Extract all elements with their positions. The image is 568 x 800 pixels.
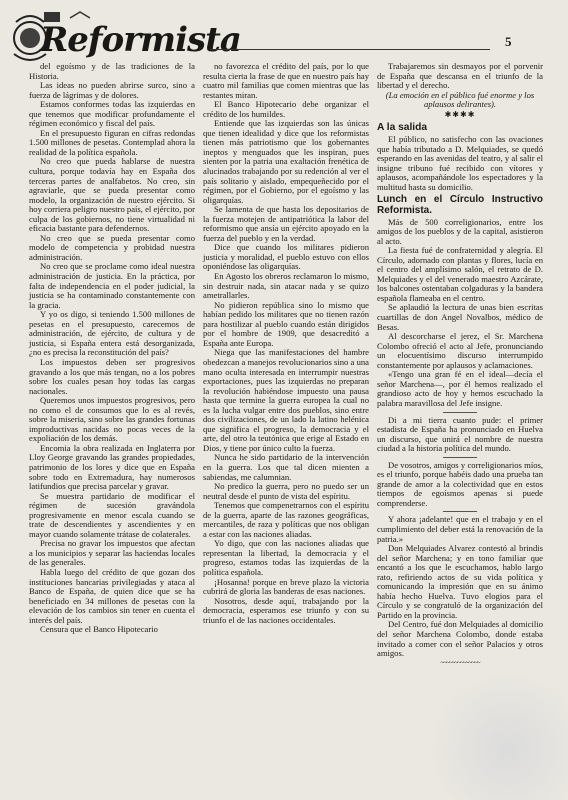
section-salida [377,135,543,192]
paragraph: no favorezca el crédito del país, por lo que resulta cierta la frase de que en nuestro país hay cuatro mil familias que comen mientras que las restantes miran. [203,61,369,100]
paragraph: No pidieron república sino lo mismo que habían pedido los militares que no tienen razón para hostilizar al pueblo cuando están dirigidos por el hombre de 1909, que desacreditó a España ante Europa. [203,299,369,348]
column-2 [203,62,369,625]
paragraph: Tenemos que compenetrarnos con el espíritu de la guerra, aparte de las razones geográficas, mercantiles, de raza y políticas que nos obligan a estar con las naciones aliadas. [203,500,369,539]
paragraph: Se muestra partidario de modificar el régimen de sucesión gravándola progresivamente en menor escala cuando se trate de descendientes y ascendientes y en mayor cuando solamente trátase de colaterales. [29,490,195,539]
paragraph: Habla luego del crédito de que gozan dos instituciones bancarias privilegiadas y ataca al Banco de España, de quien dice que se ha beneficiado en 34 millones de pesetas con la elevación de los cambios sin tener en cuenta el interés del país. [29,566,195,625]
column-1 [29,62,195,635]
paragraph: Trabajaremos sin desmayos por el porvenir de España que descansa en el triunfo de la libertad y el derecho. [377,61,543,91]
paragraph: No predico la guerra, pero no puedo ser un neutral desde el punto de vista del espíritu. [203,481,369,501]
paragraph: Don Melquiades Alvarez contestó al brindis del señor Marchena; y en tono familiar que encantó a los que le escuchamos, hablo largo rato, refiriendo actos de su vida política y comunicando la impresión que en su ánimo había hecho Huelva. Tuvo elogios para el Círculo y se congratuló de la organización del Partido en la provincia. [377,543,543,620]
paragraph: Di a mi tierra cuanto pude: el primer estadista de España ha pronunciado en Huelva un discurso, que unirá el nombre de nuestra ciudad a la historia política del mundo. [377,414,543,454]
paragraph: En el presupuesto figuran en cifras redondas 1.500 millones de pesetas. Contemplad ahora la realidad de la política española. [29,127,195,157]
paragraph: No creo que se pueda presentar como modelo de competencia y probidad nuestra administración. [29,232,195,262]
divider [443,511,477,512]
paragraph: Y ahora ¡adelante! que en el trabajo y en el cumplimiento del deber está la renovación de la patria.» [377,514,543,544]
paper-stain [428,670,568,800]
paragraph: En Agosto los obreros reclamaron lo mismo, sin destruir nada, sin atacar nada y se quizo ametrallarles. [203,271,369,301]
paragraph: Niega que las manifestaciones del hambre obedezcan a manejos revolucionarios sino a una mano oculta interesada en interrumpir nuestras exportaciones, pues las izquierdas no preparan la revolución habiéndose impuesto una pausa hasta que termine la guerra europea la cual no es la lucha vulgar entre dos pueblos, sino entre dos civilizaciones, de un lado la latino helénica que significa el progreso, la democracia y el arte, del otro la teutónica que erige al Estado en Dios, y tiene por único culto la fuerza. [203,347,369,453]
paragraph: Dice que cuando los militares pidieron justicia y moralidad, el pueblo estuvo con ellos oponiéndose las oligarquías. [203,242,369,272]
section-heading-salida: A la salida [377,122,428,134]
paragraph: Al descorcharse el jerez, el Sr. Marchena Colombo ofreció el acto al Jefe, pronunciando un elocuentísimo discurso interrumpido constantemente por aplausos y aclamaciones. [377,331,543,370]
column-3 [377,62,543,668]
section-quote-2 [377,461,543,509]
separator-stars: ✱✱✱✱ [444,109,476,119]
paragraph: Entiende que las izquierdas son las únicas que tienen idealidad y dice que los reformistas tienen más patriotismo que los gobernantes ineptos y menguados que les inspiran, pues sienten por la patria una exaltación frenética de alucinados trabajando por su redención al ver el país solitario y aislado, empequeñecido por el régimen, por el Gobierno, por el egoísmo y las oligarquías. [203,118,369,205]
divider [443,412,477,413]
paragraph: Queremos unos impuestos progresivos, pero no como el de consumos que lo es al revés, sobre la miseria, sino sobre las grandes fortunas improductivas nacidas no pocas veces de la expoliación de los demás. [29,395,195,444]
paragraph: Precisa no gravar los impuestos que afectan a los municipios y separar las haciendas locales de las generales. [29,538,195,568]
page-number: 5 [505,34,512,49]
section-heading-lunch: Lunch en el Círculo Instructivo Reformista. [377,193,543,216]
divider [443,457,477,458]
masthead-logo [10,8,241,68]
masthead-title: Reformista [40,20,241,60]
paragraph: La fiesta fué de confraternidad y alegría. El Círculo, adornado con plantas y flores, lucía en el centro del amplísimo salón, el retrato de D. Melquiades y el del venerado maestro Azcárate, los balcones ostentaban colgaduras y la bandera española flameaba en el centro. [377,245,543,303]
paragraph: Encomia la obra realizada en Inglaterra por Lloy George gravando las grandes propiedades, patrimonio de los lores y dice que en España sobre todo en Extremadura, hay numerosos latifundios que precisa parcelar y gravar. [29,442,195,492]
paragraph: Censura que el Banco Hipotecario [40,624,158,635]
paragraph: No creo que pueda hablarse de nuestra cultura, porque todavía hay en España dos terceras partes de analfabetos. No creo, sin agraviarle, que se pueda presentar como modelo, la organización de nuestro ejército. Si hoy corriera peligro nuestro país, el ejército, por culpa de los gobiernos, no tiene virtualidad ni eficacia bastante para defendernos. [29,156,195,234]
section-closing [377,515,543,658]
paragraph: Los impuestos deben ser progresivos gravando a los que más tengan, no a los pobres sobre los cuales pesan hoy todas las cargas nacionales. [29,356,195,396]
paragraph: Se lamenta de que hasta los depositarios de la fuerza motejen de antipatriótica la labor del reformismo que ansía un ejército apoyado en la fuerza del pueblo y en la verdad. [203,204,369,243]
section-quote-1 [377,416,543,454]
paragraph: De vosotros, amigos y correligionarios míos, es el triunfo, porque habéis dado una prueba tan grande de amor a la colectividad que en estos tiempos de egoísmos apenas si puede comprenderse. [377,459,543,508]
paragraph: Estamos conformes todas las izquierdas en que tenemos que modificar profundamente el régimen económico y fiscal del país. [29,99,195,129]
masthead-rule [210,49,490,50]
paragraph: del egoísmo y de las tradiciones de la Historia. [29,61,195,81]
paragraph: Del Centro, fué don Melquiades al domicilio del señor Marchena Colombo, donde estaba invitado a comer con el señor Palacios y otros amigos. [377,619,543,659]
paragraph: El público, no satisfecho con las ovaciones que había tributado a D. Melquiades, se quedó esperando en las avenidas del teatro, y al salir el insigne tribuno fué recibido con vítores y aplausos, acompañándole los espectadores y la multitud hasta su domicilio. [377,134,543,193]
paragraph: Yo digo, que con las naciones aliadas que representan la libertad, la democracia y el progreso, estamos todas las izquierdas de la política española. [203,538,369,577]
paragraph: Las ideas no pueden abrirse surco, sino a fuerza de lágrimas y de dolores. [29,80,195,100]
paragraph: Más de 500 correligionarios, entre los amigos de los pueblos y de la capital, asistieron al acto. [377,216,543,246]
section-lunch [377,218,543,409]
end-ornament: ~~~~~~~~~~~~~~ [440,658,480,667]
paragraph: «Tengo una gran fé en el ideal—decía el señor Marchena—, por él hemos realizado el grandioso acto de hoy y hemos escuchado la palabra maravillosa del Jefe insigne. [377,369,543,408]
italic-note: (La emoción en el público fué enorme y los aplausos delirantes). [385,89,535,110]
paragraph: ¡Hosanna! porque en breve plazo la victoria cubrirá de gloria las banderas de esas naciones. [203,576,369,597]
paragraph: El Banco Hipotecario debe organizar el crédito de los humildes. [203,99,369,119]
paragraph: Y yo os digo, si teniendo 1.500 millones de pesetas en el presupuesto, carecemos de administración, de ejército, de cultura y de justicia, si España entera está desorganizada, ¿no es precisa la reconstitución del país? [29,309,195,358]
paragraph: Nosotros, desde aquí, trabajando por la democracia, esperamos ese triunfo y con su triunfo el de las naciones occidentales. [203,595,369,625]
paragraph: Nunca he sido partidario de la intervención en la guerra. Los que tal dicen mienten a sabiendas, me calumnian. [203,452,369,482]
paragraph: Se aplaudió la lectura de unas bien escritas cuartillas de don Angel Novalbos, médico de Besas. [377,302,543,332]
paragraph: No creo que se proclame como ideal nuestra administración de justicia. En la práctica, por falta de independencia en el poder judicial, la justicia se ha contaminado constantemente con la gracia. [29,261,195,310]
